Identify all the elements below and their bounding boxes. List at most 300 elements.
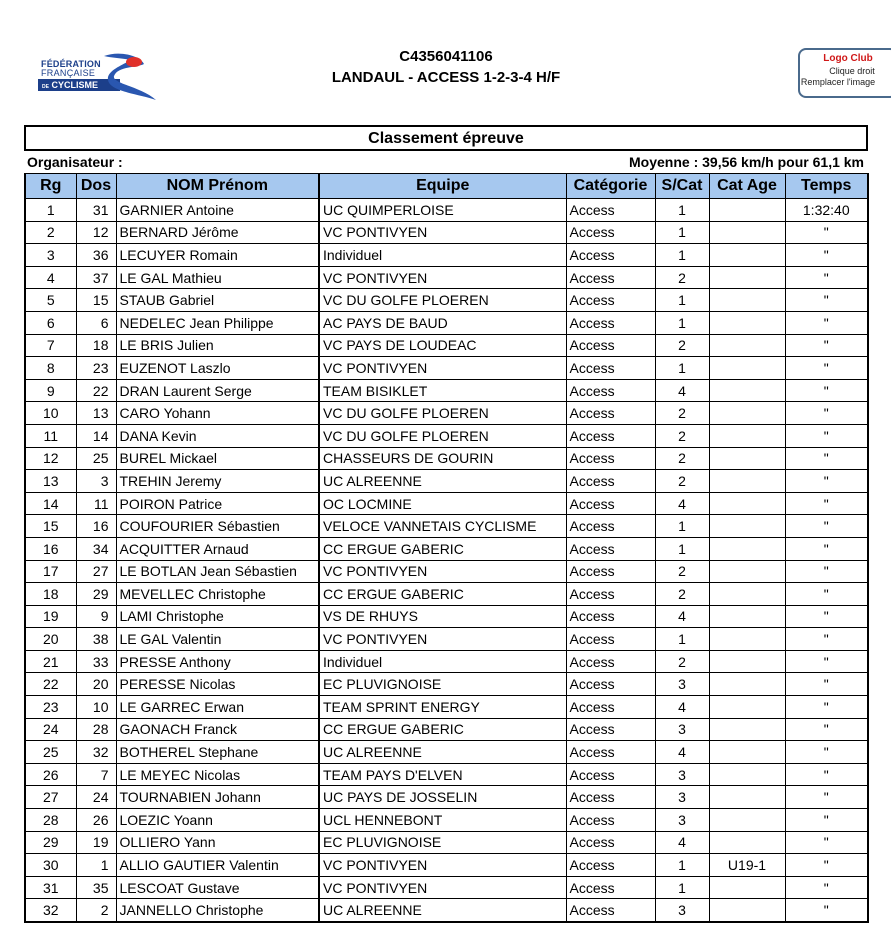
cell-categorie: Access [566, 831, 655, 854]
cell-categorie: Access [566, 560, 655, 583]
cell-rg: 29 [25, 831, 76, 854]
cell-nom: NEDELEC Jean Philippe [116, 311, 319, 334]
cell-dos: 19 [76, 831, 116, 854]
cell-nom: GAONACH Franck [116, 718, 319, 741]
average-speed: Moyenne : 39,56 km/h pour 61,1 km [629, 154, 864, 170]
cell-catage [709, 741, 785, 764]
cell-rg: 11 [25, 424, 76, 447]
cell-nom: EUZENOT Laszlo [116, 357, 319, 380]
col-header-equipe: Equipe [319, 174, 566, 199]
table-row [25, 199, 868, 222]
cell-equipe: VC PONTIVYEN [319, 876, 566, 899]
cell-equipe: VC PONTIVYEN [319, 854, 566, 877]
table-row [25, 718, 868, 741]
cell-temps: " [785, 763, 868, 786]
table-row [25, 696, 868, 719]
cell-catage [709, 696, 785, 719]
cell-rg: 17 [25, 560, 76, 583]
cell-categorie: Access [566, 311, 655, 334]
cell-equipe: CC ERGUE GABERIC [319, 583, 566, 606]
cell-equipe: TEAM BISIKLET [319, 379, 566, 402]
cell-dos: 9 [76, 605, 116, 628]
cell-categorie: Access [566, 650, 655, 673]
cell-scat: 1 [655, 289, 709, 312]
cell-temps: " [785, 470, 868, 493]
cell-catage [709, 650, 785, 673]
cell-scat: 3 [655, 786, 709, 809]
cell-catage [709, 537, 785, 560]
cell-scat: 2 [655, 583, 709, 606]
cell-categorie: Access [566, 718, 655, 741]
cell-categorie: Access [566, 854, 655, 877]
cell-dos: 24 [76, 786, 116, 809]
cell-nom: LESCOAT Gustave [116, 876, 319, 899]
cell-equipe: VC PAYS DE LOUDEAC [319, 334, 566, 357]
cell-dos: 31 [76, 199, 116, 222]
cell-dos: 23 [76, 357, 116, 380]
cell-nom: CARO Yohann [116, 402, 319, 425]
cell-categorie: Access [566, 537, 655, 560]
cell-rg: 13 [25, 470, 76, 493]
table-row [25, 741, 868, 764]
cell-rg: 22 [25, 673, 76, 696]
cell-equipe: VELOCE VANNETAIS CYCLISME [319, 515, 566, 538]
cell-temps: " [785, 402, 868, 425]
cell-categorie: Access [566, 289, 655, 312]
cell-temps: " [785, 244, 868, 267]
table-row [25, 402, 868, 425]
cell-rg: 16 [25, 537, 76, 560]
cell-catage [709, 199, 785, 222]
logo-line3: CYCLISME [51, 80, 98, 90]
cell-nom: BUREL Mickael [116, 447, 319, 470]
cell-catage [709, 289, 785, 312]
cell-equipe: CC ERGUE GABERIC [319, 537, 566, 560]
cell-equipe: VC DU GOLFE PLOEREN [319, 402, 566, 425]
club-logo-placeholder[interactable] [798, 48, 891, 98]
cell-nom: LE BOTLAN Jean Sébastien [116, 560, 319, 583]
cell-scat: 1 [655, 628, 709, 651]
cell-categorie: Access [566, 899, 655, 922]
cell-catage [709, 809, 785, 832]
cell-scat: 1 [655, 854, 709, 877]
cell-rg: 31 [25, 876, 76, 899]
cell-rg: 3 [25, 244, 76, 267]
cell-dos: 13 [76, 402, 116, 425]
cell-nom: LE GAL Mathieu [116, 266, 319, 289]
cell-scat: 4 [655, 696, 709, 719]
cell-nom: POIRON Patrice [116, 492, 319, 515]
cell-rg: 2 [25, 221, 76, 244]
cell-rg: 15 [25, 515, 76, 538]
cell-rg: 19 [25, 605, 76, 628]
cell-categorie: Access [566, 809, 655, 832]
cell-categorie: Access [566, 492, 655, 515]
cell-equipe: VS DE RHUYS [319, 605, 566, 628]
cell-temps: " [785, 492, 868, 515]
cell-categorie: Access [566, 244, 655, 267]
cell-rg: 10 [25, 402, 76, 425]
cell-dos: 37 [76, 266, 116, 289]
cell-nom: BERNARD Jérôme [116, 221, 319, 244]
cell-equipe: VC PONTIVYEN [319, 266, 566, 289]
table-row [25, 244, 868, 267]
cell-scat: 1 [655, 199, 709, 222]
cell-equipe: VC PONTIVYEN [319, 560, 566, 583]
cell-catage [709, 763, 785, 786]
cell-categorie: Access [566, 583, 655, 606]
cell-dos: 28 [76, 718, 116, 741]
cell-dos: 25 [76, 447, 116, 470]
cell-categorie: Access [566, 763, 655, 786]
table-row [25, 266, 868, 289]
cell-categorie: Access [566, 628, 655, 651]
cell-categorie: Access [566, 786, 655, 809]
table-header-row [25, 174, 868, 199]
cell-equipe: OC LOCMINE [319, 492, 566, 515]
cell-equipe: CC ERGUE GABERIC [319, 718, 566, 741]
logo-line1: FÉDÉRATION [41, 59, 101, 69]
cell-rg: 5 [25, 289, 76, 312]
cell-temps: " [785, 673, 868, 696]
cell-nom: DANA Kevin [116, 424, 319, 447]
cell-nom: LE MEYEC Nicolas [116, 763, 319, 786]
col-header-temps: Temps [785, 174, 868, 199]
table-row [25, 786, 868, 809]
cell-dos: 15 [76, 289, 116, 312]
table-row [25, 492, 868, 515]
cell-catage [709, 244, 785, 267]
cell-equipe: VC DU GOLFE PLOEREN [319, 289, 566, 312]
club-logo-title: Logo Club [823, 53, 873, 64]
table-row [25, 357, 868, 380]
cell-dos: 2 [76, 899, 116, 922]
cell-categorie: Access [566, 334, 655, 357]
cell-temps: " [785, 696, 868, 719]
race-code: C4356041106 [399, 48, 493, 65]
cell-equipe: UC ALREENNE [319, 741, 566, 764]
table-row [25, 809, 868, 832]
cell-temps: " [785, 311, 868, 334]
table-row [25, 560, 868, 583]
cell-scat: 1 [655, 221, 709, 244]
cell-nom: PRESSE Anthony [116, 650, 319, 673]
cell-dos: 33 [76, 650, 116, 673]
cell-catage: U19-1 [709, 854, 785, 877]
table-row [25, 673, 868, 696]
cell-dos: 22 [76, 379, 116, 402]
organisateur-label: Organisateur : [27, 154, 123, 170]
cell-temps: " [785, 560, 868, 583]
cell-dos: 29 [76, 583, 116, 606]
table-row [25, 605, 868, 628]
cell-categorie: Access [566, 673, 655, 696]
cell-equipe: UCL HENNEBONT [319, 809, 566, 832]
cell-rg: 7 [25, 334, 76, 357]
cell-categorie: Access [566, 515, 655, 538]
cell-equipe: TEAM SPRINT ENERGY [319, 696, 566, 719]
col-header-rg: Rg [25, 174, 76, 199]
cell-catage [709, 379, 785, 402]
cell-temps: " [785, 809, 868, 832]
cell-nom: LE GARREC Erwan [116, 696, 319, 719]
cell-dos: 34 [76, 537, 116, 560]
logo-line2: FRANÇAISE [41, 68, 96, 78]
cell-rg: 12 [25, 447, 76, 470]
cell-nom: JANNELLO Christophe [116, 899, 319, 922]
cell-categorie: Access [566, 266, 655, 289]
cell-rg: 8 [25, 357, 76, 380]
cell-scat: 1 [655, 244, 709, 267]
cell-scat: 3 [655, 763, 709, 786]
cell-catage [709, 402, 785, 425]
cell-scat: 4 [655, 492, 709, 515]
cell-dos: 20 [76, 673, 116, 696]
cell-scat: 4 [655, 379, 709, 402]
cell-rg: 23 [25, 696, 76, 719]
cell-rg: 18 [25, 583, 76, 606]
cell-categorie: Access [566, 470, 655, 493]
club-logo-hint2: Remplacer l'image [800, 77, 876, 87]
cell-catage [709, 899, 785, 922]
cell-categorie: Access [566, 379, 655, 402]
cell-temps: " [785, 515, 868, 538]
cell-temps: " [785, 854, 868, 877]
cell-rg: 4 [25, 266, 76, 289]
cell-equipe: UC ALREENNE [319, 470, 566, 493]
cell-nom: MEVELLEC Christophe [116, 583, 319, 606]
cell-equipe: VC PONTIVYEN [319, 221, 566, 244]
col-header-scat: S/Cat [655, 174, 709, 199]
cell-nom: LOEZIC Yoann [116, 809, 319, 832]
table-row [25, 334, 868, 357]
cell-catage [709, 560, 785, 583]
cell-equipe: EC PLUVIGNOISE [319, 831, 566, 854]
cell-temps: " [785, 628, 868, 651]
cell-dos: 18 [76, 334, 116, 357]
cell-equipe: AC PAYS DE BAUD [319, 311, 566, 334]
cell-nom: TOURNABIEN Johann [116, 786, 319, 809]
cycling-swoosh-icon [100, 50, 160, 104]
cell-rg: 14 [25, 492, 76, 515]
cell-catage [709, 831, 785, 854]
cell-scat: 1 [655, 515, 709, 538]
results-body [25, 199, 868, 923]
cell-rg: 9 [25, 379, 76, 402]
cell-scat: 1 [655, 311, 709, 334]
cell-temps: " [785, 650, 868, 673]
cell-equipe: UC ALREENNE [319, 899, 566, 922]
cell-dos: 3 [76, 470, 116, 493]
cell-categorie: Access [566, 424, 655, 447]
cell-scat: 3 [655, 718, 709, 741]
cell-dos: 6 [76, 311, 116, 334]
table-row [25, 854, 868, 877]
cell-catage [709, 357, 785, 380]
cell-scat: 2 [655, 470, 709, 493]
cell-rg: 28 [25, 809, 76, 832]
cell-rg: 20 [25, 628, 76, 651]
cell-dos: 32 [76, 741, 116, 764]
cell-temps: " [785, 447, 868, 470]
cell-scat: 4 [655, 605, 709, 628]
cell-scat: 2 [655, 650, 709, 673]
cell-dos: 1 [76, 854, 116, 877]
cell-categorie: Access [566, 741, 655, 764]
race-title: LANDAUL - ACCESS 1-2-3-4 H/F [331, 69, 561, 86]
table-row [25, 763, 868, 786]
cell-dos: 27 [76, 560, 116, 583]
cell-nom: LE BRIS Julien [116, 334, 319, 357]
cell-rg: 24 [25, 718, 76, 741]
cell-temps: " [785, 266, 868, 289]
cell-temps: " [785, 583, 868, 606]
col-header-catage: Cat Age [709, 174, 785, 199]
cell-nom: PERESSE Nicolas [116, 673, 319, 696]
cell-rg: 25 [25, 741, 76, 764]
cell-catage [709, 492, 785, 515]
table-row [25, 447, 868, 470]
cell-scat: 2 [655, 266, 709, 289]
table-row [25, 899, 868, 922]
cell-categorie: Access [566, 876, 655, 899]
club-logo-hint1: Clique droit [829, 66, 875, 76]
cell-temps: " [785, 221, 868, 244]
cell-equipe: VC DU GOLFE PLOEREN [319, 424, 566, 447]
cell-nom: COUFOURIER Sébastien [116, 515, 319, 538]
cell-equipe: VC PONTIVYEN [319, 357, 566, 380]
col-header-categorie: Catégorie [566, 174, 655, 199]
cell-nom: BOTHEREL Stephane [116, 741, 319, 764]
cell-catage [709, 266, 785, 289]
cell-dos: 7 [76, 763, 116, 786]
cell-rg: 21 [25, 650, 76, 673]
cell-dos: 26 [76, 809, 116, 832]
cell-nom: ACQUITTER Arnaud [116, 537, 319, 560]
race-header [300, 46, 592, 88]
cell-dos: 11 [76, 492, 116, 515]
cell-temps: " [785, 786, 868, 809]
cell-categorie: Access [566, 199, 655, 222]
cell-equipe: Individuel [319, 244, 566, 267]
table-row [25, 311, 868, 334]
cell-catage [709, 718, 785, 741]
cell-categorie: Access [566, 221, 655, 244]
cell-scat: 2 [655, 424, 709, 447]
cell-dos: 36 [76, 244, 116, 267]
cell-rg: 6 [25, 311, 76, 334]
cell-catage [709, 605, 785, 628]
table-row [25, 515, 868, 538]
cell-nom: GARNIER Antoine [116, 199, 319, 222]
cell-temps: " [785, 357, 868, 380]
cell-scat: 1 [655, 357, 709, 380]
table-row [25, 470, 868, 493]
cell-temps: " [785, 605, 868, 628]
results-table [24, 173, 869, 923]
table-row [25, 650, 868, 673]
cell-rg: 27 [25, 786, 76, 809]
cell-scat: 2 [655, 402, 709, 425]
cell-nom: OLLIERO Yann [116, 831, 319, 854]
cell-categorie: Access [566, 357, 655, 380]
cell-scat: 2 [655, 334, 709, 357]
cell-catage [709, 470, 785, 493]
cell-nom: DRAN Laurent Serge [116, 379, 319, 402]
cell-nom: ALLIO GAUTIER Valentin [116, 854, 319, 877]
cell-scat: 3 [655, 899, 709, 922]
cell-temps: " [785, 741, 868, 764]
cell-categorie: Access [566, 447, 655, 470]
cell-temps: 1:32:40 [785, 199, 868, 222]
cell-dos: 16 [76, 515, 116, 538]
cell-equipe: CHASSEURS DE GOURIN [319, 447, 566, 470]
cell-rg: 32 [25, 899, 76, 922]
cell-scat: 2 [655, 560, 709, 583]
cell-scat: 4 [655, 741, 709, 764]
table-row [25, 221, 868, 244]
cell-temps: " [785, 876, 868, 899]
cell-catage [709, 876, 785, 899]
cell-dos: 14 [76, 424, 116, 447]
cell-temps: " [785, 718, 868, 741]
cell-rg: 26 [25, 763, 76, 786]
cell-catage [709, 334, 785, 357]
cell-catage [709, 311, 785, 334]
federation-logo [38, 50, 160, 104]
table-row [25, 379, 868, 402]
cell-nom: LE GAL Valentin [116, 628, 319, 651]
cell-temps: " [785, 289, 868, 312]
cell-dos: 10 [76, 696, 116, 719]
cell-temps: " [785, 379, 868, 402]
cell-equipe: UC QUIMPERLOISE [319, 199, 566, 222]
table-row [25, 583, 868, 606]
cell-temps: " [785, 334, 868, 357]
cell-categorie: Access [566, 402, 655, 425]
logo-band: DE CYCLISME [38, 79, 120, 91]
col-header-nom: NOM Prénom [116, 174, 319, 199]
table-row [25, 289, 868, 312]
col-header-dos: Dos [76, 174, 116, 199]
cell-scat: 3 [655, 809, 709, 832]
cell-temps: " [785, 831, 868, 854]
cell-equipe: TEAM PAYS D'ELVEN [319, 763, 566, 786]
cell-scat: 4 [655, 831, 709, 854]
cell-catage [709, 424, 785, 447]
cell-rg: 1 [25, 199, 76, 222]
cell-dos: 35 [76, 876, 116, 899]
cell-scat: 1 [655, 537, 709, 560]
cell-catage [709, 583, 785, 606]
cell-temps: " [785, 899, 868, 922]
cell-catage [709, 221, 785, 244]
cell-temps: " [785, 424, 868, 447]
cell-nom: TREHIN Jeremy [116, 470, 319, 493]
cell-scat: 1 [655, 876, 709, 899]
table-row [25, 628, 868, 651]
table-row [25, 876, 868, 899]
cell-categorie: Access [566, 696, 655, 719]
cell-categorie: Access [566, 605, 655, 628]
cell-equipe: VC PONTIVYEN [319, 628, 566, 651]
cell-scat: 3 [655, 673, 709, 696]
table-row [25, 537, 868, 560]
cell-rg: 30 [25, 854, 76, 877]
cell-equipe: Individuel [319, 650, 566, 673]
table-row [25, 424, 868, 447]
cell-scat: 2 [655, 447, 709, 470]
